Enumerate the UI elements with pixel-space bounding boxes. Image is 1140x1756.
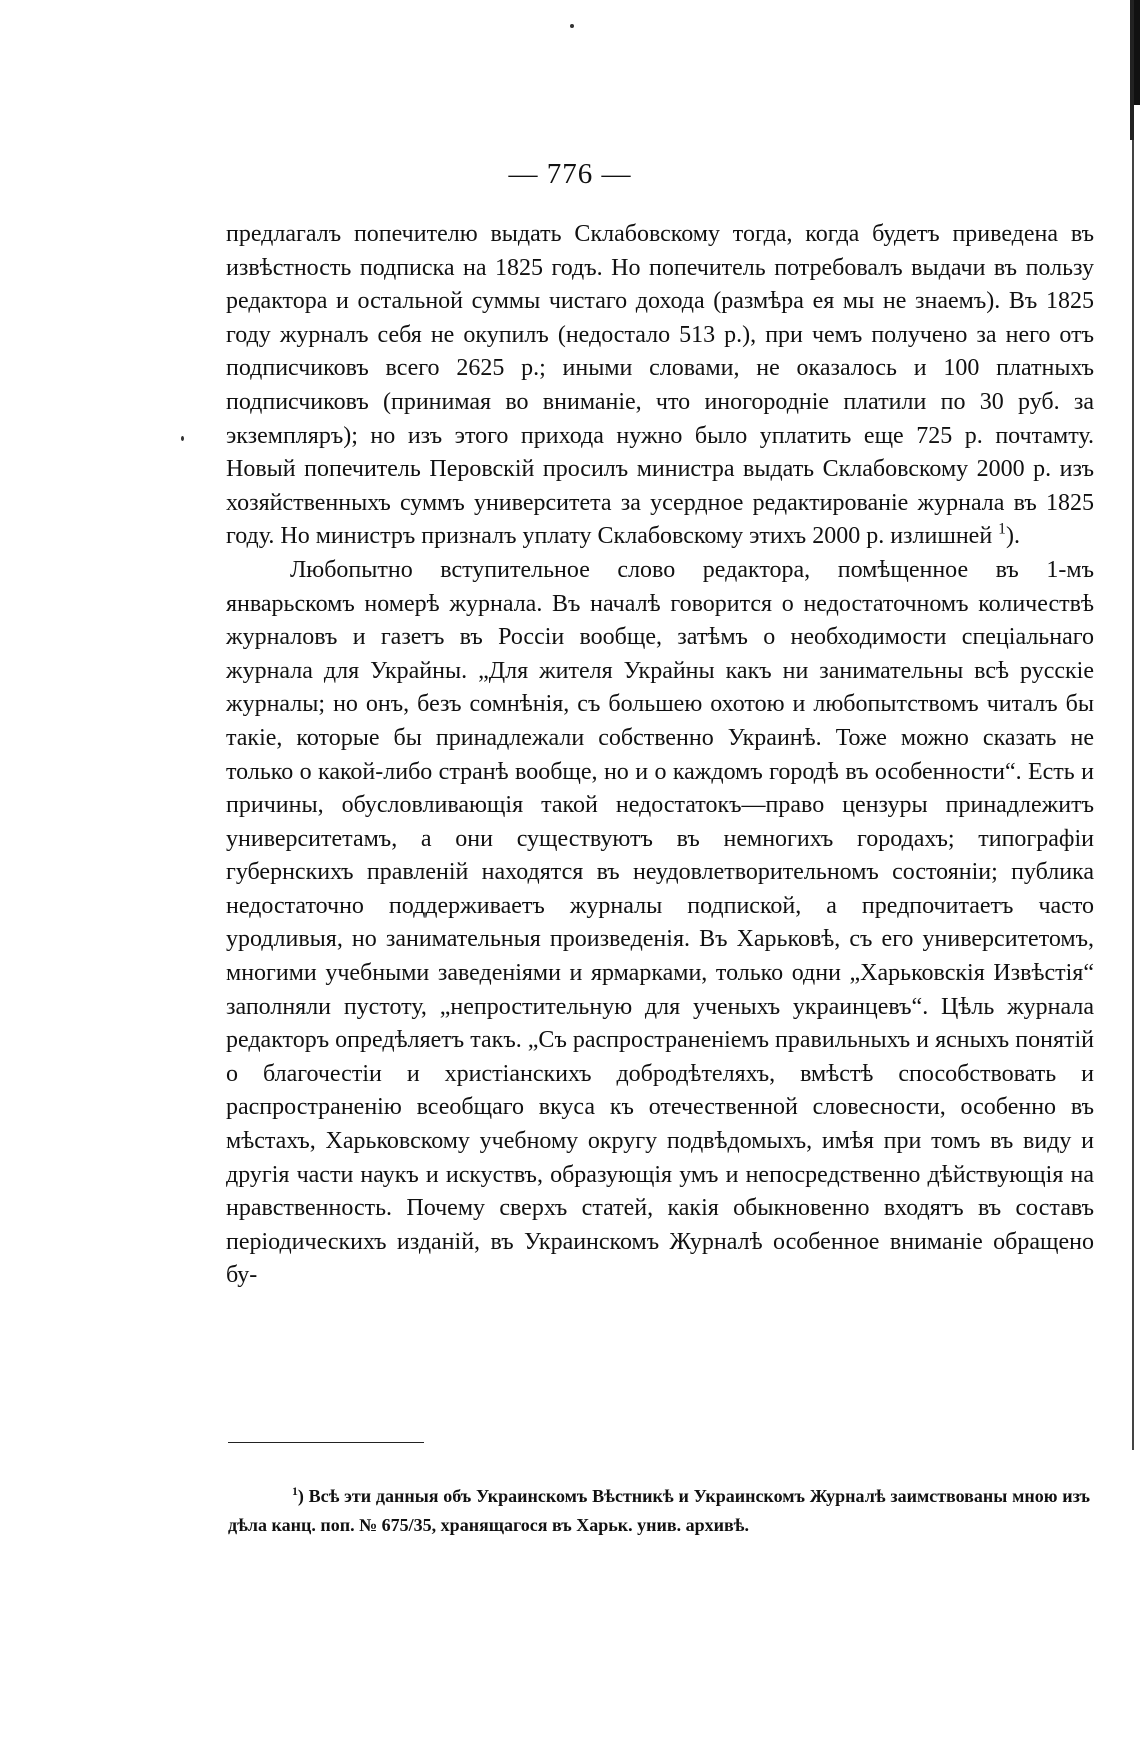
paragraph-text-end: ). bbox=[1005, 523, 1020, 550]
scan-speck bbox=[570, 24, 574, 28]
footnote-reference[interactable]: 1 bbox=[998, 520, 1006, 538]
scan-edge-line bbox=[1132, 140, 1134, 1450]
paragraph-text: предлагалъ попечителю выдать Склабовскому тогда, когда будетъ приведена въ извѣстность подписка на 1825 годъ. Но попечитель потребовалъ выдачи въ пользу редактора и остальной суммы чистаго дохода (размѣра ея мы не знаемъ). Въ 1825 году журналъ себя не окупилъ (недостало 513 р.), при чемъ получено за него отъ подписчиковъ всего 2625 р.; иными словами, не оказалось и 100 платныхъ подписчиковъ (принимая во вниманіе, что иногородніе платили по 30 руб. за экземпляръ); но изъ этого прихода нужно было уплатить еще 725 р. почтамту. Новый попечитель Перовскій просилъ министра выдать Склабовскому 2000 р. изъ хозяйственныхъ суммъ университета за усердное редактированіе журнала въ 1825 году. Но министръ призналъ уплату Склабовскому этихъ 2000 р. излишней bbox=[226, 221, 1094, 550]
scan-edge-mark bbox=[1130, 0, 1134, 140]
paragraph bbox=[226, 218, 1094, 554]
main-text bbox=[226, 218, 1094, 1293]
scan-speck bbox=[181, 436, 184, 441]
paragraph-text: Любопытно вступительное слово редактора, помѣщенное въ 1-мъ январьскомъ номерѣ журнала. Въ началѣ говорится о недостаточномъ количествѣ журналовъ и газетъ въ Россіи вообще, затѣмъ о необходимости спеціальнаго журнала для Украйны. „Для жителя Украйны какъ ни занимательны всѣ русскіе журналы; но онъ, безъ сомнѣнія, съ большею охотою и любопытствомъ читалъ бы такіе, которые бы принадлежали собственно Украинѣ. Тоже можно сказать не только о какой-либо странѣ вообще, но и о каждомъ городѣ въ особенности“. Есть и причины, обусловливающія такой недостатокъ—право цензуры принадлежитъ университетамъ, а они существуютъ въ немногихъ городахъ; типографіи губернскихъ правленій находятся въ неудовлетворительномъ состояніи; публика недостаточно поддерживаетъ журналы подпиской, а предпочитаетъ часто уродливыя, но занимательныя произведенія. Въ Харьковѣ, съ его университетомъ, многими учебными заведеніями и ярмарками, только одни „Харьковскія Извѣстія“ заполняли пустоту, „непростительную для ученыхъ украинцевъ“. Цѣль журнала редакторъ опредѣляетъ такъ. „Съ распространеніемъ правильныхъ и ясныхъ понятій о благочестіи и христіанскихъ добродѣтеляхъ, вмѣстѣ способствовать и распространенію всеобщаго вкуса къ отечественной словесности, особенно въ мѣстахъ, Харьковскому учебному округу подвѣдомыхъ, имѣя при томъ въ виду и другія части наукъ и искуствъ, образующія умъ и непосредственно дѣйствующія на нравственность. Почему сверхъ статей, какія обыкновенно входятъ въ составъ періодическихъ изданій, въ Украинскомъ Журналѣ особенное вниманіе обращено бу- bbox=[226, 556, 1094, 1289]
footnote bbox=[228, 1482, 1090, 1540]
paragraph bbox=[226, 554, 1094, 1293]
page-number: — 776 — bbox=[508, 158, 632, 190]
footnote-marker: 1 bbox=[292, 1484, 298, 1498]
footnote-divider bbox=[228, 1442, 424, 1443]
footnote-text: ) Всѣ эти данныя объ Украинскомъ Вѣстникѣ и Украинскомъ Журналѣ заимствованы мною изъ дѣла канц. поп. № 675/35, хранящагося въ Харьк. унив. архивѣ. bbox=[228, 1486, 1090, 1535]
